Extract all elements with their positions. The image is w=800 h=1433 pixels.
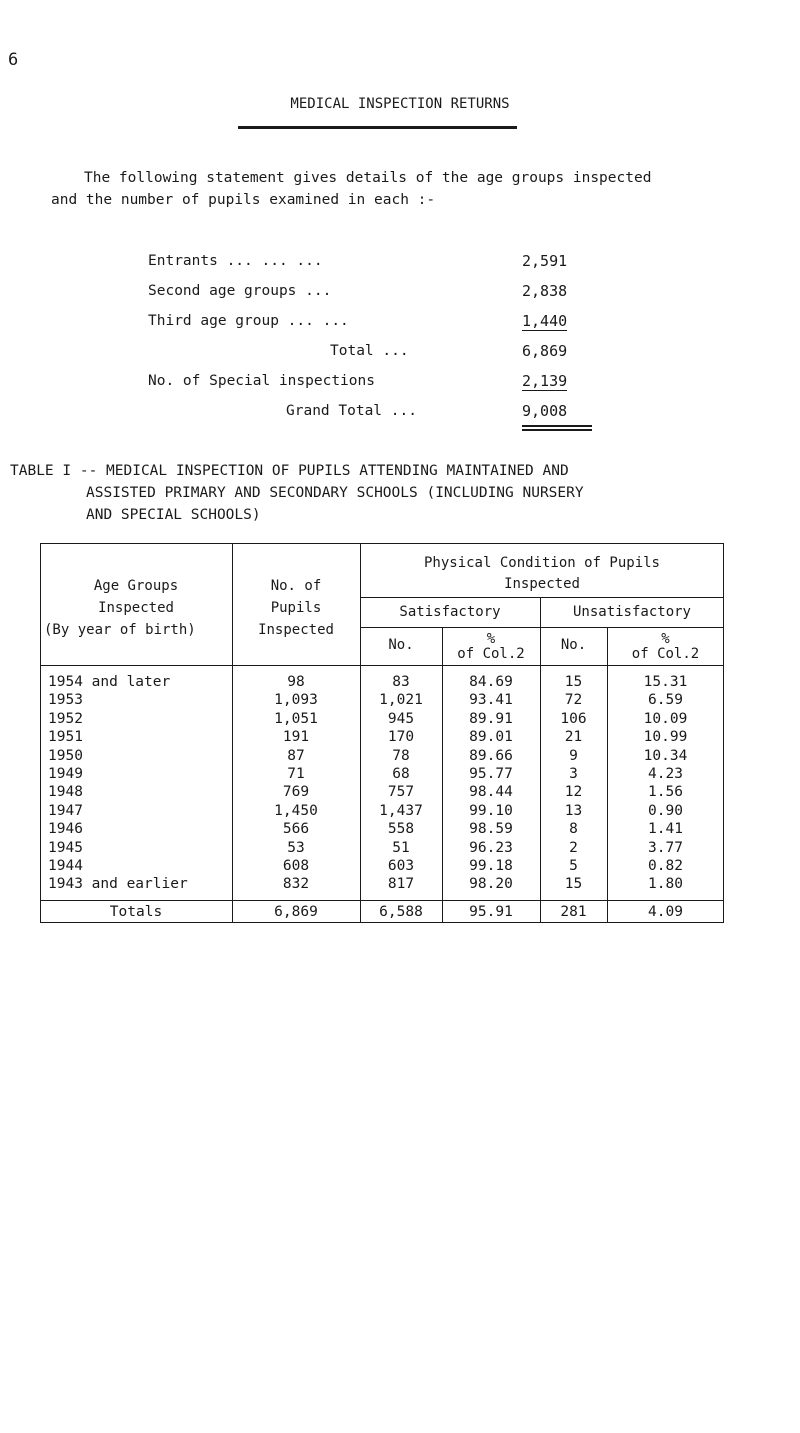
table-cell-pupils: 608: [282, 858, 310, 874]
table-cell-sat-no: 603: [387, 858, 415, 874]
summary-value-grand-total: 9,008: [522, 402, 568, 420]
summary-value-third: 1,440: [522, 312, 568, 330]
header-unsat-pct-of: of Col.2: [631, 646, 700, 662]
totals-unsat-pct: 4.09: [648, 904, 683, 920]
header-unsat-pct-symbol: %: [661, 631, 670, 647]
physical-subheader-rule: [360, 597, 724, 598]
table-cell-year: 1952: [48, 710, 83, 727]
table-cell-unsat-pct: 3.77: [648, 839, 683, 856]
table-cell-sat-no: 757: [387, 784, 415, 801]
totals-top-rule: [40, 900, 724, 901]
table-cell-year: 1943 and earlier: [48, 876, 188, 893]
summary-value-special: 2,139: [522, 372, 568, 390]
table-cell-sat-pct: 99.10: [469, 802, 513, 819]
header-pupils-inspected: Inspected: [258, 622, 334, 638]
table-cell-year: 1949: [48, 766, 83, 782]
table-caption-line-2: ASSISTED PRIMARY AND SECONDARY SCHOOLS (INCLUDING NURSERY: [86, 485, 584, 501]
table-cell-sat-pct: 93.41: [469, 692, 513, 709]
table-cell-unsat-no: 3: [569, 766, 578, 782]
header-physical-condition: Physical Condition of Pupils: [423, 555, 660, 571]
table-cell-pupils: 769: [282, 784, 310, 801]
header-bottom-rule: [40, 665, 724, 666]
table-bottom-rule: [40, 922, 724, 923]
summary-label-grand-total: Grand Total ...: [286, 403, 417, 419]
table-cell-sat-no: 83: [392, 674, 410, 690]
table-cell-pupils: 98: [287, 674, 305, 690]
totals-label: Totals: [109, 904, 163, 920]
table-cell-unsat-pct: 4.23: [648, 766, 683, 782]
table-cell-unsat-no: 2: [569, 839, 578, 856]
header-by-year: (By year of birth): [44, 622, 196, 638]
table-top-rule: [40, 543, 724, 544]
totals-sat-pct: 95.91: [469, 904, 513, 920]
summary-label-total: Total ...: [330, 343, 409, 359]
totals-pupils: 6,869: [274, 904, 318, 920]
table-cell-unsat-no: 15: [564, 674, 583, 690]
table-cell-sat-no: 51: [392, 839, 410, 856]
header-inspected: Inspected: [98, 600, 174, 616]
header-no-of: No. of: [270, 578, 322, 594]
table-cell-year: 1946: [48, 821, 83, 838]
table-cell-unsat-pct: 0.90: [648, 802, 683, 819]
summary-label-entrants: Entrants ... ... ...: [148, 253, 323, 269]
totals-unsat-no: 281: [560, 904, 587, 920]
table-cell-unsat-pct: 1.41: [648, 821, 683, 838]
table-cell-unsat-no: 15: [564, 876, 583, 893]
table-cell-unsat-pct: 15.31: [643, 674, 688, 690]
table-cell-pupils: 1,051: [274, 710, 318, 727]
table-cell-unsat-pct: 1.80: [648, 876, 683, 893]
table-cell-sat-no: 68: [392, 766, 410, 782]
page-heading: MEDICAL INSPECTION RETURNS: [290, 96, 510, 112]
table-cell-unsat-pct: 1.56: [648, 784, 683, 801]
table-cell-pupils: 832: [282, 876, 310, 893]
page-number: 6: [8, 50, 19, 70]
table-cell-sat-no: 817: [387, 876, 415, 893]
table-cell-year: 1947: [48, 802, 83, 819]
table-cell-unsat-no: 8: [569, 821, 578, 838]
table-cell-sat-pct: 89.91: [469, 710, 513, 727]
table-cell-unsat-no: 13: [564, 802, 583, 819]
table-cell-sat-no: 78: [392, 747, 410, 764]
table-cell-sat-pct: 96.23: [469, 839, 513, 856]
table-cell-unsat-no: 9: [569, 747, 578, 764]
table-cell-year: 1944: [48, 858, 83, 874]
table-cell-unsat-pct: 10.09: [643, 710, 688, 727]
table-caption-line-1: TABLE I -- MEDICAL INSPECTION OF PUPILS ATTENDING MAINTAINED AND: [10, 463, 569, 479]
table-cell-year: 1951: [48, 729, 83, 746]
table-cell-unsat-no: 5: [569, 858, 578, 874]
intro-line-1: The following statement gives details of the age groups inspected: [84, 170, 652, 186]
summary-label-third: Third age group ... ...: [148, 313, 349, 329]
table-cell-year: 1945: [48, 839, 83, 856]
table-cell-year: 1954 and later: [48, 674, 171, 690]
summary-label-second: Second age groups ...: [148, 283, 332, 299]
table-cell-unsat-pct: 10.99: [643, 729, 688, 746]
table-cell-unsat-no: 21: [564, 729, 583, 746]
table-cell-sat-pct: 89.01: [469, 729, 513, 746]
table-caption-line-3: AND SPECIAL SCHOOLS): [86, 507, 261, 523]
header-unsatisfactory: Unsatisfactory: [572, 604, 691, 620]
table-cell-sat-pct: 84.69: [469, 674, 513, 690]
table-cell-year: 1950: [48, 747, 83, 764]
table-cell-pupils: 191: [282, 729, 310, 746]
table-cell-pupils: 566: [282, 821, 310, 838]
intro-line-2: and the number of pupils examined in each :-: [51, 192, 436, 208]
table-cell-unsat-pct: 6.59: [648, 692, 683, 709]
table-cell-unsat-pct: 0.82: [648, 858, 683, 874]
header-sat-pct-symbol: %: [486, 631, 496, 647]
header-satisfactory: Satisfactory: [399, 604, 501, 620]
summary-value-total: 6,869: [522, 342, 568, 360]
header-sat-pct-of: of Col.2: [457, 646, 525, 662]
table-cell-sat-pct: 95.77: [469, 766, 513, 782]
table-cell-sat-no: 558: [387, 821, 415, 838]
header-age-groups: Age Groups: [93, 578, 179, 594]
table-cell-year: 1948: [48, 784, 83, 801]
table-cell-sat-pct: 89.66: [469, 747, 513, 764]
totals-sat-no: 6,588: [379, 904, 423, 920]
table-cell-sat-pct: 98.59: [469, 821, 513, 838]
table-cell-pupils: 1,450: [274, 802, 318, 819]
table-cell-sat-pct: 98.20: [469, 876, 513, 893]
header-pupils: Pupils: [270, 600, 322, 616]
header-sat-no: No.: [388, 637, 414, 653]
status-subheader-rule: [360, 627, 724, 628]
table-cell-unsat-no: 106: [560, 710, 587, 727]
table-cell-sat-pct: 98.44: [469, 784, 513, 801]
table-cell-pupils: 87: [287, 747, 305, 764]
table-cell-year: 1953: [48, 692, 83, 709]
table-cell-sat-no: 170: [387, 729, 415, 746]
table-cell-sat-no: 945: [387, 710, 415, 727]
header-physical-inspected: Inspected: [504, 576, 580, 592]
summary-label-special: No. of Special inspections: [148, 373, 375, 389]
header-unsat-no: No.: [560, 637, 587, 653]
summary-value-second: 2,838: [522, 282, 568, 300]
table-cell-pupils: 71: [287, 766, 305, 782]
table-cell-unsat-pct: 10.34: [643, 747, 688, 764]
table-cell-sat-no: 1,021: [379, 692, 423, 709]
table-cell-sat-no: 1,437: [379, 802, 423, 819]
table-cell-pupils: 1,093: [274, 692, 318, 709]
summary-value-entrants: 2,591: [522, 252, 568, 270]
table-cell-unsat-no: 72: [564, 692, 583, 709]
table-cell-sat-pct: 99.18: [469, 858, 513, 874]
table-cell-pupils: 53: [287, 839, 305, 856]
table-cell-unsat-no: 12: [564, 784, 583, 801]
